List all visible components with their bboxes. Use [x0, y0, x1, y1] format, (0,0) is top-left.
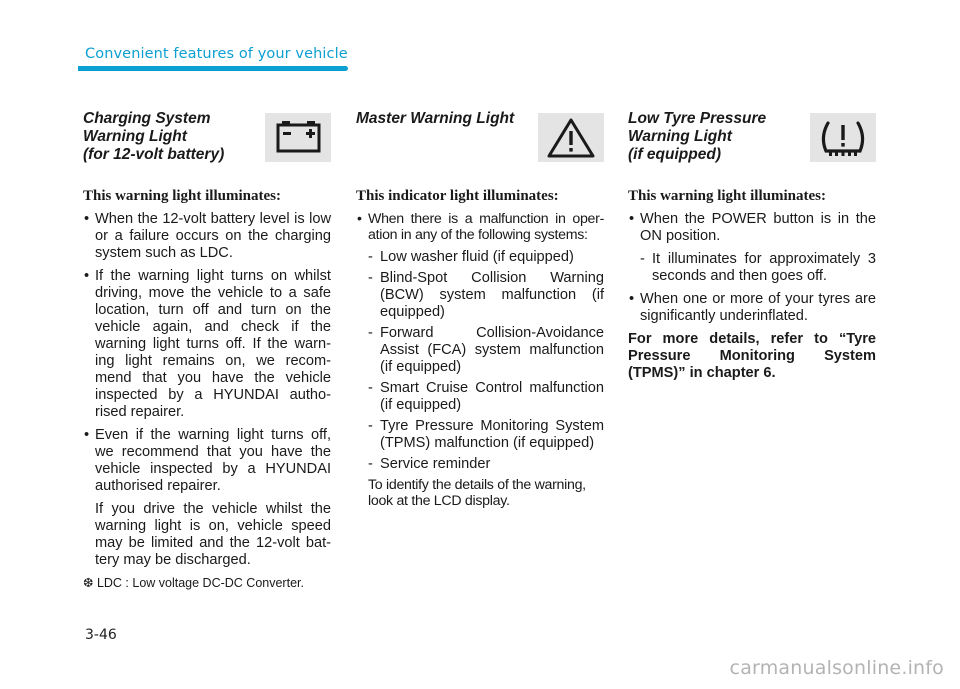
- charging-system-title: Charging System Warning Light (for 12-volt battery): [83, 110, 225, 163]
- list-item: - Service reminder: [368, 456, 491, 472]
- master-closing: To identify the details of the warning, look at the LCD display.: [368, 477, 586, 509]
- low-tyre-pressure-section: [628, 110, 876, 397]
- list-item: • If the warning light turns on whilst driving, move the vehicle to a safe location, turn off and turn on the vehicle again, and check if the warning light turns off. If the warn- ing light remains on, we recom- mend that you have the vehicle inspected by a HYUNDAI autho- rised repairer.: [83, 268, 331, 421]
- tyre-bullets-2: [628, 291, 876, 325]
- master-warning-section: [356, 110, 604, 509]
- charging-lead: This warning light illuminates:: [83, 188, 281, 204]
- tyre-lead: This warning light illuminates:: [628, 188, 826, 204]
- header-rule: [78, 66, 348, 71]
- list-item: • Even if the warning light turns off, we recommend that you have the vehicle inspected by a HYUNDAI authorised repairer.: [83, 427, 331, 495]
- list-item: - It illuminates for approximately 3 seconds and then goes off.: [640, 251, 876, 284]
- charging-followup: If you drive the vehicle whilst the warning light is on, vehicle speed may be limited and the 12-volt bat- tery may be discharged.: [95, 501, 331, 568]
- list-item: • When one or more of your tyres are significantly underinflated.: [628, 291, 876, 325]
- master-warning-title: Master Warning Light: [356, 110, 515, 127]
- tyre-pressure-icon: [810, 113, 876, 162]
- master-bullets: [356, 211, 604, 243]
- battery-warning-icon: [265, 113, 331, 162]
- ldc-footnote: ❆ LDC : Low voltage DC-DC Converter.: [83, 576, 304, 590]
- list-item: - Blind-Spot Collision Warning (BCW) system malfunction (if equipped): [368, 270, 604, 320]
- low-tyre-pressure-title: Low Tyre Pressure Warning Light (if equipped): [628, 110, 767, 163]
- triangle-warning-icon: [538, 113, 604, 162]
- watermark: carmanualsonline.info: [729, 657, 944, 679]
- list-item: - Tyre Pressure Monitoring System (TPMS) malfunction (if equipped): [368, 418, 604, 451]
- page-number: 3-46: [85, 627, 117, 643]
- list-item: • When the 12-volt battery level is low or a failure occurs on the charging system such as LDC.: [83, 211, 331, 262]
- charging-bullets: [83, 211, 331, 495]
- list-item: • When there is a malfunction in oper- ation in any of the following systems:: [356, 211, 604, 243]
- charging-system-section: [83, 110, 331, 591]
- list-item: • When the POWER button is in the ON position.: [628, 211, 876, 245]
- list-item: - Forward Collision-Avoidance Assist (FCA) system malfunction (if equipped): [368, 325, 604, 375]
- list-item: - Low washer fluid (if equipped): [368, 249, 574, 265]
- tyre-bullets: [628, 211, 876, 245]
- list-item: - Smart Cruise Control malfunction (if equipped): [368, 380, 604, 413]
- section-header-title: Convenient features of your vehicle: [85, 46, 348, 62]
- tpms-reference: For more details, refer to “Tyre Pressure Monitoring System (TPMS)” in chapter 6.: [628, 331, 876, 381]
- master-lead: This indicator light illuminates:: [356, 188, 559, 204]
